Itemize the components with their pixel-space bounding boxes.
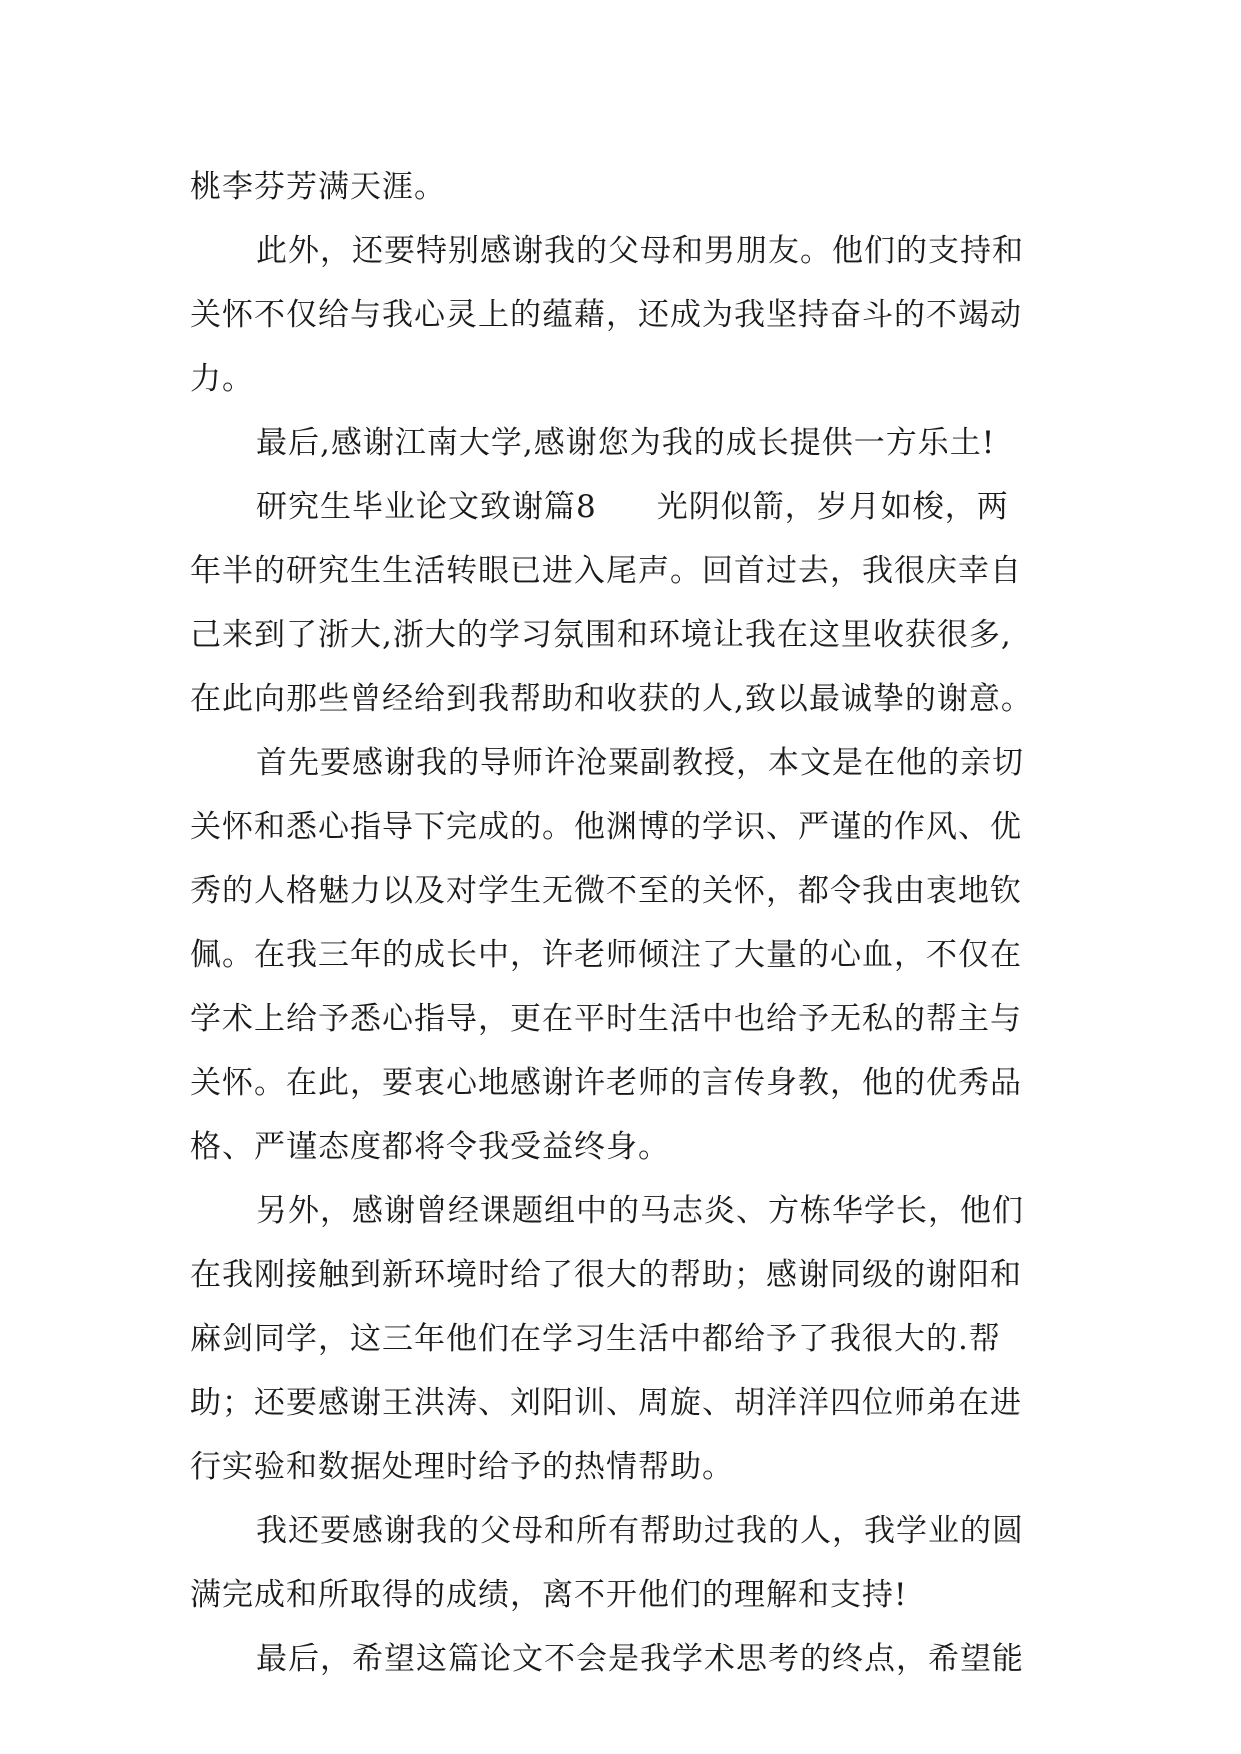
text-line: 学术上给予悉心指导，更在平时生活中也给予无私的帮主与 — [190, 1001, 1022, 1037]
text-line: 在我刚接触到新环境时给了很大的帮助；感谢同级的谢阳和 — [190, 1257, 1022, 1293]
text-line: 关怀。在此，要衷心地感谢许老师的言传身教，他的优秀品 — [190, 1065, 1022, 1101]
text-line: 光阴似箭，岁月如梭，两 — [656, 489, 1009, 525]
text-line: 行实验和数据处理时给予的热情帮助。 — [190, 1449, 734, 1485]
text-line: 助；还要感谢王洪涛、刘阳训、周旋、胡洋洋四位师弟在进 — [190, 1385, 1022, 1421]
text-line: 最后,感谢江南大学,感谢您为我的成长提供一方乐土! — [256, 425, 996, 461]
text-line: 满完成和所取得的成绩，离不开他们的理解和支持! — [190, 1577, 908, 1613]
text-line: 年半的研究生生活转眼已进入尾声。回首过去，我很庆幸自 — [190, 553, 1022, 589]
text-line: 秀的人格魅力以及对学生无微不至的关怀，都令我由衷地钦 — [190, 873, 1022, 909]
text-line: 力。 — [190, 361, 254, 397]
document-body — [190, 155, 1052, 1691]
text-line: 最后，希望这篇论文不会是我学术思考的终点，希望能 — [256, 1641, 1024, 1677]
text-line: 首先要感谢我的导师许沧粟副教授，本文是在他的亲切 — [256, 745, 1024, 781]
section-heading: 研究生毕业论文致谢篇8 — [256, 489, 597, 525]
text-line: 在此向那些曾经给到我帮助和收获的人,致以最诚挚的谢意。 — [190, 681, 1033, 717]
text-line: 佩。在我三年的成长中，许老师倾注了大量的心血，不仅在 — [190, 937, 1022, 973]
text-line: 另外，感谢曾经课题组中的马志炎、方栋华学长，他们 — [256, 1193, 1024, 1229]
text-line: 麻剑同学，这三年他们在学习生活中都给予了我很大的.帮 — [190, 1321, 1001, 1357]
text-line: 此外，还要特别感谢我的父母和男朋友。他们的支持和 — [256, 233, 1024, 269]
text-line: 己来到了浙大,浙大的学习氛围和环境让我在这里收获很多, — [190, 617, 1012, 653]
text-line: 桃李芬芳满天涯。 — [190, 169, 446, 205]
text-line: 关怀和悉心指导下完成的。他渊博的学识、严谨的作风、优 — [190, 809, 1022, 845]
text-line: 关怀不仅给与我心灵上的蕴藉，还成为我坚持奋斗的不竭动 — [190, 297, 1022, 333]
text-line: 我还要感谢我的父母和所有帮助过我的人，我学业的圆 — [256, 1513, 1024, 1549]
section-heading-line — [190, 475, 1052, 539]
text-line: 格、严谨态度都将令我受益终身。 — [190, 1129, 670, 1165]
